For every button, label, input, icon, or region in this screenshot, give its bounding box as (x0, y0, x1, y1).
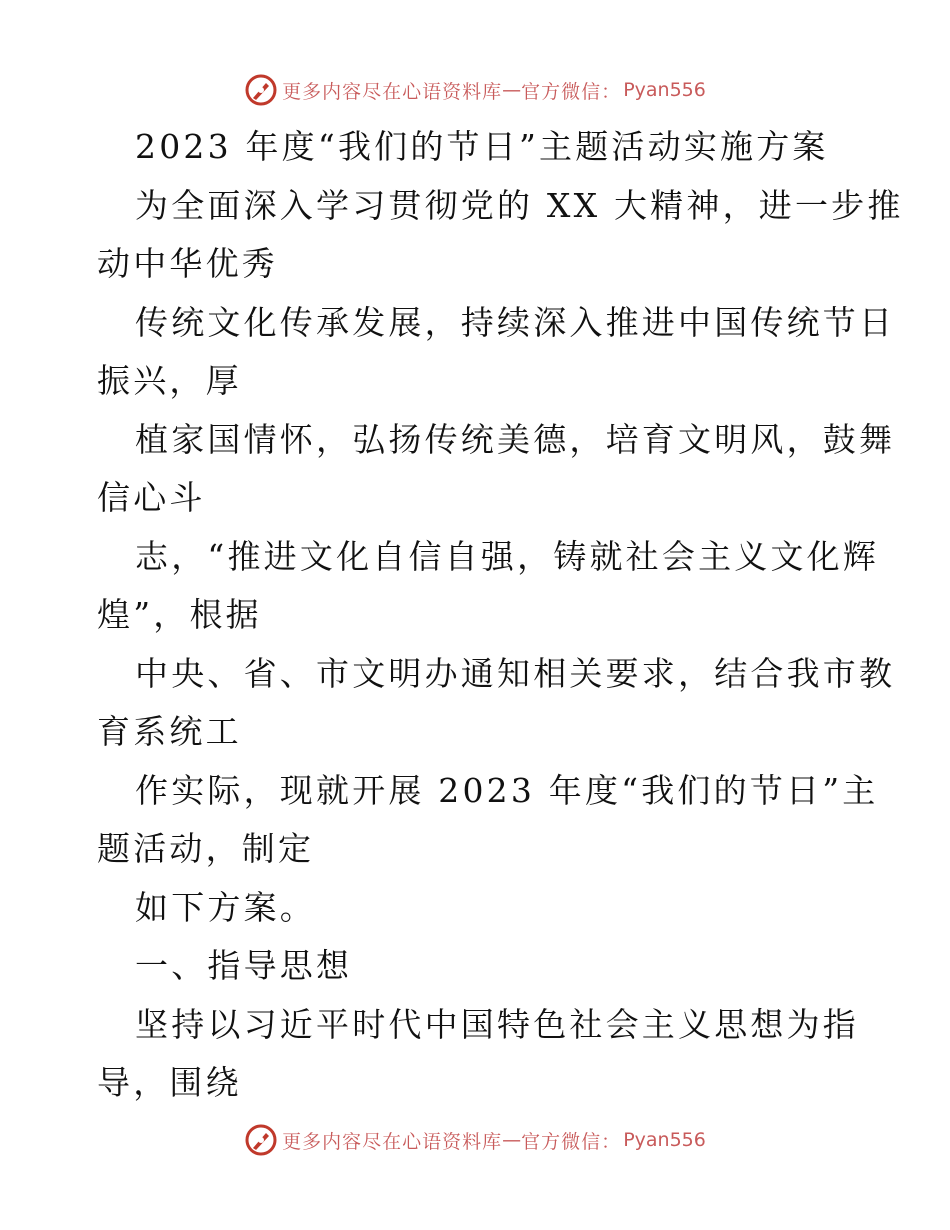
doc-line: 信心斗 (97, 478, 206, 517)
doc-line: 传统文化传承发展，持续深入推进中国传统节日 (135, 302, 896, 342)
doc-line: 作实际，现就开展 2023 年度“我们的节日”主 (135, 770, 879, 810)
doc-line: 振兴，厚 (97, 361, 242, 400)
pen-logo-icon (244, 1123, 278, 1157)
watermark-separator: — (502, 79, 522, 101)
doc-line: 煌”，根据 (97, 595, 262, 634)
doc-line: 动中华优秀 (97, 244, 278, 283)
watermark-separator: — (502, 1129, 522, 1151)
watermark-id: Pyan556 (623, 1129, 706, 1151)
doc-line: 导，围绕 (97, 1063, 242, 1102)
watermark-header (0, 70, 950, 110)
watermark-suffix: 官方微信： (521, 80, 622, 103)
doc-line: 育系统工 (97, 712, 242, 751)
doc-line: 为全面深入学习贯彻党的 XX 大精神，进一步推 (135, 185, 904, 225)
watermark-suffix: 官方微信： (521, 1130, 622, 1153)
watermark-id: Pyan556 (623, 79, 706, 101)
doc-title: 2023 年度“我们的节日”主题活动实施方案 (135, 127, 829, 166)
document-body (97, 118, 904, 1113)
pen-logo-icon (244, 73, 278, 107)
doc-line: 坚持以习近平时代中国特色社会主义思想为指 (135, 1004, 859, 1044)
doc-line: 中央、省、市文明办通知相关要求，结合我市教 (135, 653, 896, 693)
doc-line: 植家国情怀，弘扬传统美德，培育文明风，鼓舞 (135, 419, 896, 459)
watermark-text: 更多内容尽在心语资料库 (282, 80, 503, 103)
watermark-text: 更多内容尽在心语资料库 (282, 1130, 503, 1153)
watermark-footer (0, 1120, 950, 1160)
doc-line: 如下方案。 (135, 887, 316, 927)
section-heading: 一、指导思想 (135, 946, 353, 985)
doc-line: 题活动，制定 (97, 829, 315, 868)
doc-line: 志，“推进文化自信自强，铸就社会主义文化辉 (135, 536, 880, 576)
